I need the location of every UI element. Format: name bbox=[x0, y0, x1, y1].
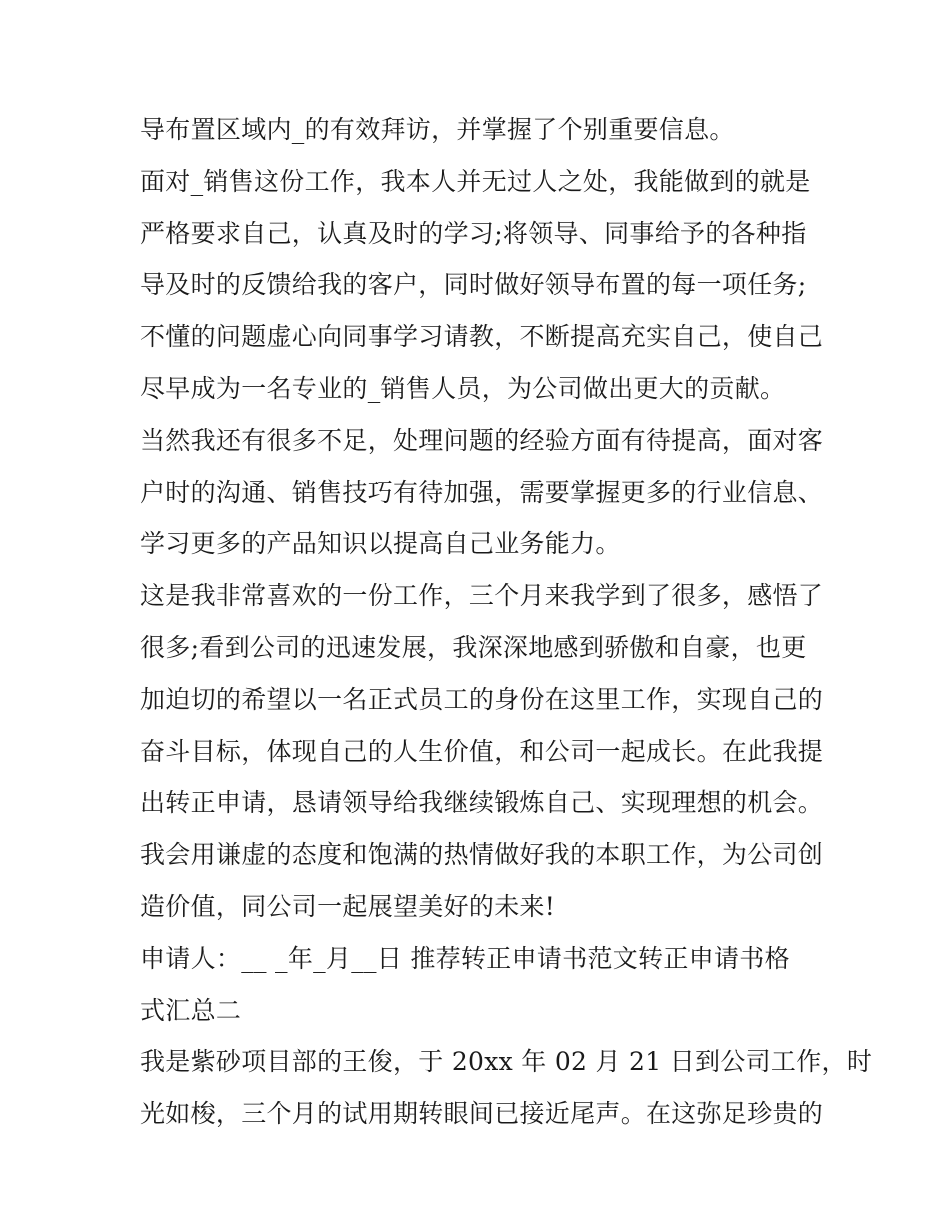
text-line: 户时的沟通、销售技巧有待加强，需要掌握更多的行业信息、 bbox=[140, 477, 824, 507]
text-line: 我是紫砂项目部的王俊，于 20xx 年 02 月 21 日到公司工作，时 bbox=[140, 1047, 873, 1077]
text-line: 导布置区域内_的有效拜访，并掌握了个别重要信息。 bbox=[140, 115, 735, 144]
text-line: 严格要求自己，认真及时的学习;将领导、同事给予的各种指 bbox=[140, 218, 807, 248]
text-line: 我会用谦虚的态度和饱满的热情做好我的本职工作，为公司创 bbox=[140, 840, 824, 870]
text-line: 光如梭，三个月的试用期转眼间已接近尾声。在这弥足珍贵的 bbox=[140, 1099, 824, 1129]
text-line: 学习更多的产品知识以提高自己业务能力。 bbox=[140, 529, 621, 559]
text-line: 很多;看到公司的迅速发展，我深深地感到骄傲和自豪，也更 bbox=[140, 632, 807, 662]
text-line: 不懂的问题虚心向同事学习请教，不断提高充实自己，使自己 bbox=[140, 322, 824, 352]
section-heading-continuation: 式汇总二 bbox=[140, 995, 242, 1025]
text-line: 造价值，同公司一起展望美好的未来! bbox=[140, 891, 556, 921]
text-line: 这是我非常喜欢的一份工作，三个月来我学到了很多，感悟了 bbox=[140, 581, 824, 611]
text-line: 面对_销售这份工作，我本人并无过人之处，我能做到的就是 bbox=[140, 166, 811, 196]
signature-line: 申请人：__ _年_月__日 推荐转正申请书范文转正申请书格 bbox=[140, 943, 790, 973]
text-line: 导及时的反馈给我的客户，同时做好领导布置的每一项任务; bbox=[140, 270, 807, 300]
text-line: 奋斗目标，体现自己的人生价值，和公司一起成长。在此我提 bbox=[140, 736, 824, 766]
text-line: 当然我还有很多不足，处理问题的经验方面有待提高，面对客 bbox=[140, 425, 824, 455]
text-line: 加迫切的希望以一名正式员工的身份在这里工作，实现自己的 bbox=[140, 684, 824, 714]
text-line: 尽早成为一名专业的_销售人员，为公司做出更大的贡献。 bbox=[140, 373, 786, 403]
document-body bbox=[140, 104, 873, 1140]
text-line: 出转正申请，恳请领导给我继续锻炼自己、实现理想的机会。 bbox=[140, 788, 824, 818]
